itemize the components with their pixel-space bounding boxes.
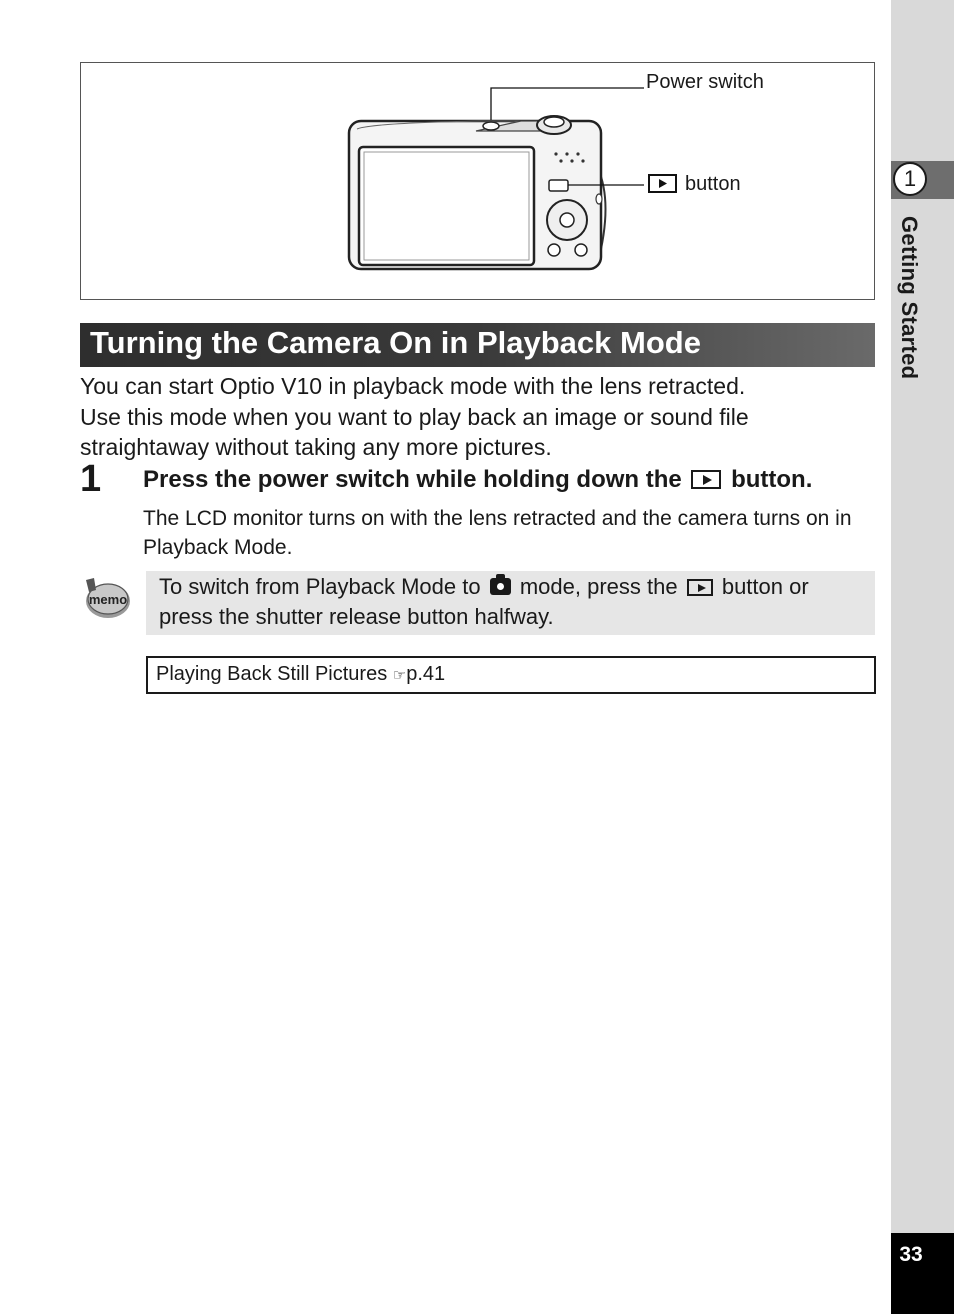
section-heading: Turning the Camera On in Playback Mode (80, 323, 875, 367)
step-number: 1 (80, 458, 102, 500)
power-switch-button (483, 122, 499, 130)
camera-icon (490, 578, 511, 595)
memo-text: mode, press the (519, 574, 678, 599)
step-title-text: Press the power switch while holding down the (143, 466, 682, 493)
step-title (143, 466, 883, 494)
memo-text: To switch from Playback Mode to (159, 574, 481, 599)
chapter-number: 1 (893, 162, 927, 196)
memo-note (146, 571, 875, 635)
camera-figure (80, 62, 875, 300)
intro-line: You can start Optio V10 in playback mode with the lens retracted. (80, 373, 746, 399)
intro-line: Use this mode when you want to play back an image or sound file straightaway without taking any more pictures. (80, 403, 749, 460)
step-title-text: button. (731, 466, 813, 493)
svg-text:memo: memo (88, 592, 128, 607)
reference-label: Playing Back Still Pictures (156, 663, 388, 685)
power-switch-callout: Power switch (646, 71, 764, 93)
reference-pointer-icon: ☞ (392, 667, 407, 684)
playback-button-callout: button (685, 173, 741, 195)
chapter-title: Getting Started (897, 216, 922, 380)
reference-page-link[interactable]: p.41 (406, 663, 446, 685)
playback-button (549, 180, 568, 191)
intro-text (80, 371, 880, 463)
memo-text: button or press the shutter release button halfway. (159, 574, 809, 629)
cross-reference (146, 656, 876, 694)
playback-icon (691, 470, 721, 489)
memo-icon (80, 574, 132, 622)
playback-icon (687, 579, 713, 596)
page-number: 33 (899, 1243, 923, 1266)
camera-back-illustration (81, 63, 876, 301)
step-description: The LCD monitor turns on with the lens retracted and the camera turns on in Playback Mode. (143, 507, 852, 559)
playback-icon (649, 175, 676, 192)
